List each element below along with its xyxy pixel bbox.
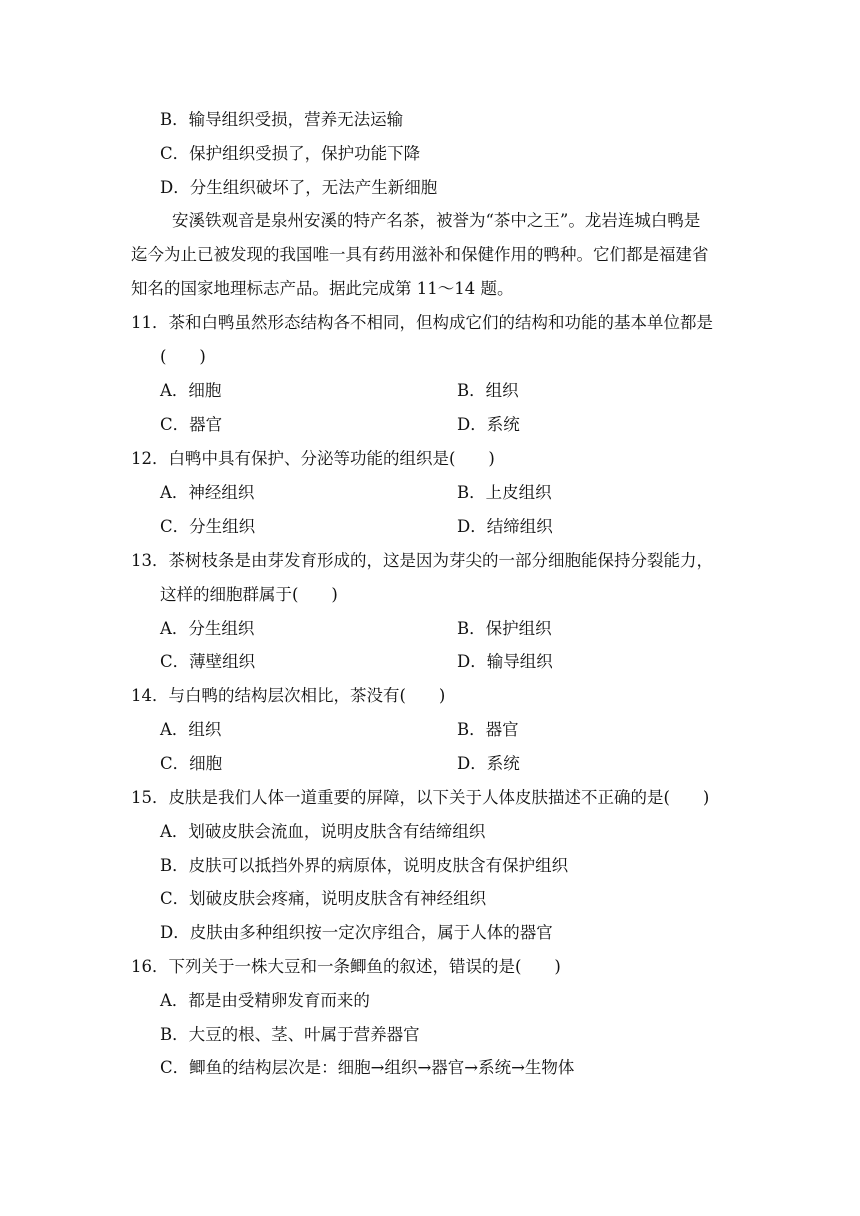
- question-13-option-a: A．分生组织: [160, 619, 255, 638]
- question-11-option-a: A．细胞: [160, 381, 222, 400]
- option-d-prev: D．分生组织破坏了，无法产生新细胞: [160, 178, 438, 197]
- question-12-option-d: D．结缔组织: [457, 517, 553, 536]
- question-15-option-b: B．皮肤可以抵挡外界的病原体，说明皮肤含有保护组织: [160, 856, 569, 875]
- question-11-option-c: C．器官: [160, 415, 223, 434]
- question-14-option-a: A．组织: [160, 720, 222, 739]
- question-13-option-c: C．薄壁组织: [160, 652, 256, 671]
- question-16-stem: 16．下列关于一株大豆和一条鲫鱼的叙述，错误的是( ): [131, 957, 561, 976]
- question-11-stem: 11．茶和白鸭虽然形态结构各不相同，但构成它们的结构和功能的基本单位都是: [131, 313, 713, 332]
- question-12-stem: 12．白鸭中具有保护、分泌等功能的组织是( ): [131, 449, 495, 468]
- passage-line-2: 迄今为止已被发现的我国唯一具有药用滋补和保健作用的鸭种。它们都是福建省: [131, 245, 709, 264]
- question-14-option-b: B．器官: [457, 720, 519, 739]
- question-13-option-d: D．输导组织: [457, 652, 553, 671]
- question-15-stem: 15．皮肤是我们人体一道重要的屏障，以下关于人体皮肤描述不正确的是( ): [131, 788, 710, 807]
- passage-line-1: 安溪铁观音是泉州安溪的特产名茶，被誉为“茶中之王”。龙岩连城白鸭是: [172, 211, 701, 230]
- passage-line-3: 知名的国家地理标志产品。据此完成第 11～14 题。: [131, 279, 514, 298]
- question-16-option-a: A．都是由受精卵发育而来的: [160, 991, 370, 1010]
- question-14-option-c: C．细胞: [160, 754, 223, 773]
- question-15-option-d: D．皮肤由多种组织按一定次序组合，属于人体的器官: [160, 923, 553, 942]
- question-13-stem: 13．茶树枝条是由芽发育形成的，这是因为芽尖的一部分细胞能保持分裂能力，: [131, 551, 713, 570]
- question-12-option-a: A．神经组织: [160, 483, 255, 502]
- question-11-option-b: B．组织: [457, 381, 519, 400]
- question-14-option-d: D．系统: [457, 754, 520, 773]
- option-b-prev: B．输导组织受损，营养无法运输: [160, 110, 404, 129]
- question-16-option-b: B．大豆的根、茎、叶属于营养器官: [160, 1025, 420, 1044]
- question-15-option-a: A．划破皮肤会流血，说明皮肤含有结缔组织: [160, 822, 486, 841]
- question-15-option-c: C．划破皮肤会疼痛，说明皮肤含有神经组织: [160, 889, 487, 908]
- question-12-option-c: C．分生组织: [160, 517, 256, 536]
- question-13-stem-cont: 这样的细胞群属于( ): [160, 585, 338, 604]
- question-11-option-d: D．系统: [457, 415, 520, 434]
- question-13-option-b: B．保护组织: [457, 619, 552, 638]
- option-c-prev: C．保护组织受损了，保护功能下降: [160, 144, 421, 163]
- question-12-option-b: B．上皮组织: [457, 483, 552, 502]
- question-11-stem-cont: ( ): [160, 347, 206, 366]
- question-16-option-c: C．鲫鱼的结构层次是：细胞→组织→器官→系统→生物体: [160, 1058, 575, 1077]
- question-14-stem: 14．与白鸭的结构层次相比，茶没有( ): [131, 686, 446, 705]
